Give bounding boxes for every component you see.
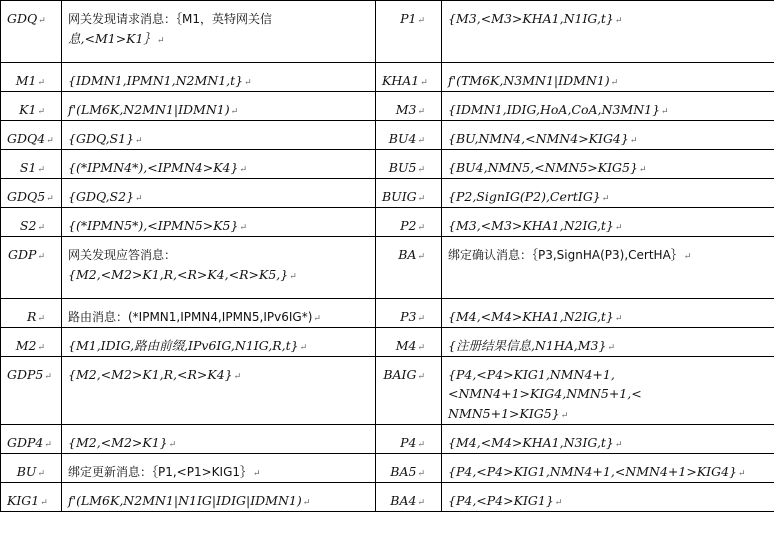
symbol-cell: M3↵	[376, 92, 442, 121]
table-row	[1, 237, 774, 299]
symbol-cell: BU4↵	[376, 121, 442, 150]
definition-cell: {(*IPMN5*),<IPMN5>K5}↵	[62, 208, 376, 237]
symbol-cell: P2↵	[376, 208, 442, 237]
symbol-cell: S2↵	[1, 208, 62, 237]
symbol-cell: GDP4↵	[1, 424, 62, 453]
table-row	[1, 453, 774, 482]
definition-cell: {GDQ,S1}↵	[62, 121, 376, 150]
symbol-cell: S1↵	[1, 150, 62, 179]
table-row	[1, 63, 774, 92]
definition-cell: {M1,IDIG,路由前缀,IPv6IG,N1IG,R,t}↵	[62, 328, 376, 357]
symbol-cell: BA↵	[376, 237, 442, 299]
definition-cell: {GDQ,S2}↵	[62, 179, 376, 208]
definition-cell: {M3,<M3>KHA1,N1IG,t}↵	[442, 1, 774, 63]
definition-cell: {注册结果信息,N1HA,M3}↵	[442, 328, 774, 357]
definition-cell: 网关发现请求消息：｛M1，英特网关信 息,<M1>K1｝↵	[62, 1, 376, 63]
symbol-cell: GDQ4↵	[1, 121, 62, 150]
symbol-cell: BUIG↵	[376, 179, 442, 208]
symbol-cell: M1↵	[1, 63, 62, 92]
symbol-cell: M2↵	[1, 328, 62, 357]
symbol-cell: K1↵	[1, 92, 62, 121]
definition-cell: 绑定更新消息：｛P1,<P1>KIG1｝↵	[62, 453, 376, 482]
table-row	[1, 482, 774, 511]
table-row	[1, 92, 774, 121]
symbol-cell: M4↵	[376, 328, 442, 357]
definition-cell: {BU4,NMN5,<NMN5>KIG5}↵	[442, 150, 774, 179]
definition-cell: {M4,<M4>KHA1,N3IG,t}↵	[442, 424, 774, 453]
definition-cell: {M2,<M2>K1,R,<R>K4}↵	[62, 357, 376, 425]
symbol-cell: GDQ5↵	[1, 179, 62, 208]
symbol-cell: GDP↵	[1, 237, 62, 299]
table-row	[1, 179, 774, 208]
symbol-cell: KIG1↵	[1, 482, 62, 511]
table-row	[1, 357, 774, 425]
definition-cell: 路由消息：(*IPMN1,IPMN4,IPMN5,IPv6IG*)↵	[62, 299, 376, 328]
table-row	[1, 299, 774, 328]
table-row	[1, 150, 774, 179]
table-row	[1, 328, 774, 357]
definition-cell: 网关发现应答消息： {M2,<M2>K1,R,<R>K4,<R>K5,}↵	[62, 237, 376, 299]
definition-cell: {BU,NMN4,<NMN4>KIG4}↵	[442, 121, 774, 150]
table-row	[1, 424, 774, 453]
definition-cell: {M2,<M2>K1}↵	[62, 424, 376, 453]
definition-cell: {(*IPMN4*),<IPMN4>K4}↵	[62, 150, 376, 179]
definition-cell: {IDMN1,IDIG,HoA,CoA,N3MN1}↵	[442, 92, 774, 121]
definition-cell: {P4,<P4>KIG1,NMN4+1,<NMN4+1>KIG4,NMN5+1,< NMN5+1>KIG5}↵	[442, 357, 774, 425]
definition-cell: f'(LM6K,N2MN1|IDMN1)↵	[62, 92, 376, 121]
symbol-cell: BU5↵	[376, 150, 442, 179]
symbol-cell: BA4↵	[376, 482, 442, 511]
definition-cell: {M4,<M4>KHA1,N2IG,t}↵	[442, 299, 774, 328]
symbol-cell: P3↵	[376, 299, 442, 328]
symbol-cell: GDQ↵	[1, 1, 62, 63]
definition-cell: {P2,SignIG(P2),CertIG}↵	[442, 179, 774, 208]
symbol-cell: P4↵	[376, 424, 442, 453]
definition-cell: {IDMN1,IPMN1,N2MN1,t}↵	[62, 63, 376, 92]
symbol-cell: R↵	[1, 299, 62, 328]
symbol-cell: BA5↵	[376, 453, 442, 482]
definition-cell: f'(LM6K,N2MN1|N1IG|IDIG|IDMN1)↵	[62, 482, 376, 511]
symbol-cell: BAIG↵	[376, 357, 442, 425]
table-row	[1, 1, 774, 63]
table-row	[1, 208, 774, 237]
definition-cell: {P4,<P4>KIG1,NMN4+1,<NMN4+1>KIG4}↵	[442, 453, 774, 482]
definition-cell: 绑定确认消息：｛P3,SignHA(P3),CertHA｝↵	[442, 237, 774, 299]
table-row	[1, 121, 774, 150]
symbol-cell: P1↵	[376, 1, 442, 63]
symbol-cell: BU↵	[1, 453, 62, 482]
definition-cell: f'(TM6K,N3MN1|IDMN1)↵	[442, 63, 774, 92]
definition-cell: {M3,<M3>KHA1,N2IG,t}↵	[442, 208, 774, 237]
symbol-cell: KHA1↵	[376, 63, 442, 92]
definition-cell: {P4,<P4>KIG1}↵	[442, 482, 774, 511]
symbol-cell: GDP5↵	[1, 357, 62, 425]
